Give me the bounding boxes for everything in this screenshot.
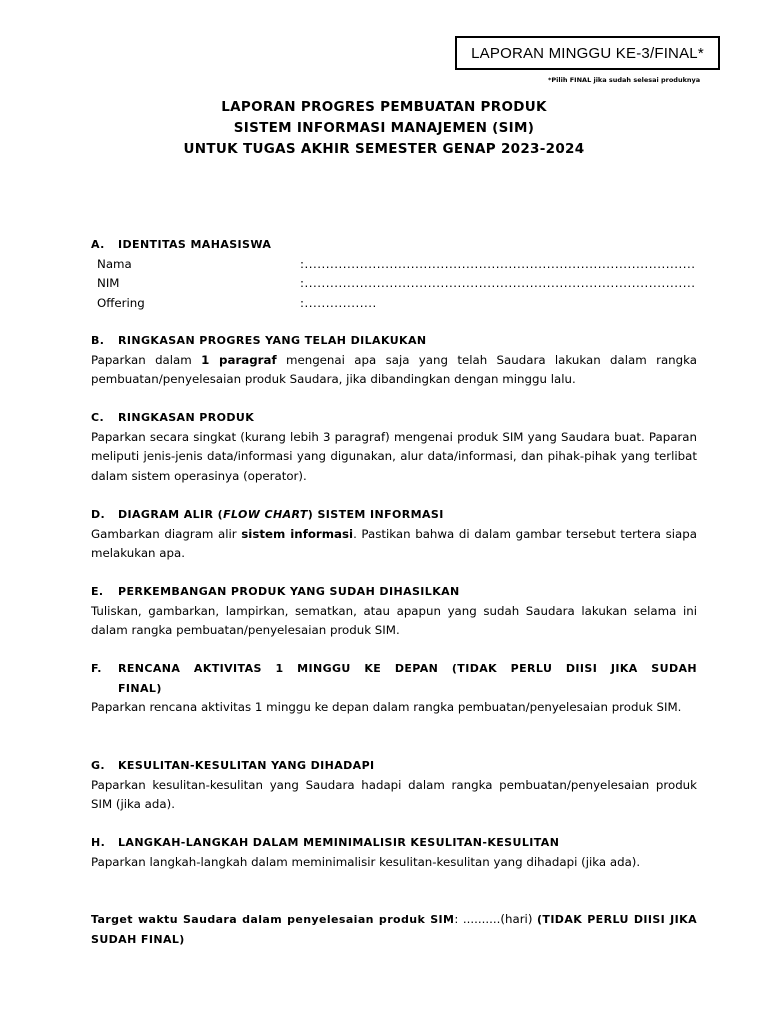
title-line-1: LAPORAN PROGRES PEMBUATAN PRODUK: [221, 99, 547, 115]
section-heading: [91, 235, 697, 255]
body-emphasis: sistem informasi: [241, 526, 354, 541]
section-title: KESULITAN-KESULITAN YANG DIHADAPI: [118, 759, 375, 772]
section-body: [91, 525, 697, 564]
section-heading: [91, 408, 697, 428]
section-title: PERKEMBANGAN PRODUK YANG SUDAH DIHASILKAN: [118, 585, 460, 598]
section-title: RINGKASAN PRODUK: [118, 411, 255, 424]
title-line-3: UNTUK TUGAS AKHIR SEMESTER GENAP 2023-2024: [183, 141, 585, 157]
section-body: [91, 351, 697, 390]
section-heading-continued: FINAL): [118, 681, 162, 695]
field-nim[interactable]: [91, 274, 697, 294]
section-title: IDENTITAS MAHASISWA: [118, 238, 272, 251]
section-label: G.: [91, 759, 106, 772]
section-heading: [91, 756, 697, 776]
section-heading: [91, 833, 697, 853]
body-text: Paparkan dalam: [91, 352, 202, 367]
target-note: (TIDAK PERLU DIISI JIKA SUDAH FINAL): [91, 913, 697, 946]
section-heading: [91, 331, 697, 351]
section-identitas: [91, 235, 697, 313]
section-label: A.: [91, 238, 105, 251]
section-ringkasan-produk: [91, 408, 697, 486]
target-label: Target waktu Saudara dalam penyelesaian produk SIM: [91, 913, 455, 926]
report-week-badge: [455, 36, 720, 70]
section-body: Paparkan langkah-langkah dalam meminimalisir kesulitan-kesulitan yang dihadapi (jika ada).: [91, 854, 641, 869]
field-label: Offering: [97, 295, 145, 310]
field-offering[interactable]: [91, 294, 697, 314]
body-text: Gambarkan diagram alir: [91, 526, 242, 541]
section-diagram-alir: [91, 505, 697, 564]
section-heading: [91, 582, 697, 602]
section-label: H.: [91, 836, 106, 849]
section-body: Paparkan rencana aktivitas 1 minggu ke depan dalam rangka pembuatan/penyelesaian produk SIM.: [91, 700, 682, 714]
title-line-2: SISTEM INFORMASI MANAJEMEN (SIM): [233, 120, 535, 136]
target-waktu: [91, 910, 697, 949]
body-text: . Pastikan bahwa di dalam gambar tersebut tertera siapa melakukan apa.: [91, 526, 697, 560]
body-emphasis: 1 paragraf: [201, 352, 277, 367]
section-kesulitan: [91, 756, 697, 815]
field-nama[interactable]: [91, 255, 697, 275]
section-langkah-langkah: [91, 833, 697, 872]
section-label: D.: [91, 508, 106, 521]
badge-footnote: *Pilih FINAL jika sudah selesai produknya: [548, 76, 701, 84]
field-blank[interactable]: :............................................................................................: [300, 276, 696, 290]
section-body: Tuliskan, gambarkan, lampirkan, sematkan, atau apapun yang sudah Saudara lakukan selama ini dalam rangka pembuatan/penyelesaian produk SIM.: [91, 603, 697, 637]
section-heading: [91, 505, 697, 525]
badge-text: LAPORAN MINGGU KE-3/FINAL*: [471, 44, 704, 62]
section-title: RENCANA AKTIVITAS 1 MINGGU KE DEPAN (TIDAK PERLU DIISI JIKA SUDAH: [118, 662, 697, 675]
field-label: Nama: [97, 256, 132, 271]
field-blank[interactable]: :............................................................................................: [300, 256, 696, 271]
section-body: Paparkan kesulitan-kesulitan yang Saudara hadapi dalam rangka pembuatan/penyelesaian produk SIM (jika ada).: [91, 777, 697, 811]
section-body: Paparkan secara singkat (kurang lebih 3 paragraf) mengenai produk SIM yang Saudara buat. Paparan meliputi jenis-jenis data/informasi yang digunakan, alur data/informasi, dan pihak-pihak yang terlibat dalam sistem operasinya (operator).: [91, 429, 697, 483]
section-title: LANGKAH-LANGKAH DALAM MEMINIMALISIR KESULITAN-KESULITAN: [118, 836, 560, 849]
section-label: E.: [91, 585, 104, 598]
section-label: B.: [91, 334, 105, 347]
section-heading: [91, 659, 697, 679]
section-perkembangan-produk: [91, 582, 697, 641]
body-text: mengenai apa saja yang telah Saudara lakukan dalam rangka pembuatan/penyelesaian produk Saudara, jika dibandingkan dengan minggu lalu.: [91, 352, 697, 386]
section-title: DIAGRAM ALIR (: [118, 508, 224, 521]
section-title: ) SISTEM INFORMASI: [307, 508, 444, 521]
target-blank[interactable]: : ..........(hari): [454, 912, 537, 926]
section-label: C.: [91, 411, 105, 424]
section-label: F.: [91, 662, 102, 675]
section-ringkasan-progres: [91, 331, 697, 390]
field-blank[interactable]: :.................: [300, 295, 377, 310]
section-title-italic: FLOW CHART: [223, 508, 308, 521]
field-label: NIM: [97, 276, 120, 290]
section-title: RINGKASAN PROGRES YANG TELAH DILAKUKAN: [118, 334, 427, 347]
section-rencana-aktivitas: [91, 659, 697, 718]
